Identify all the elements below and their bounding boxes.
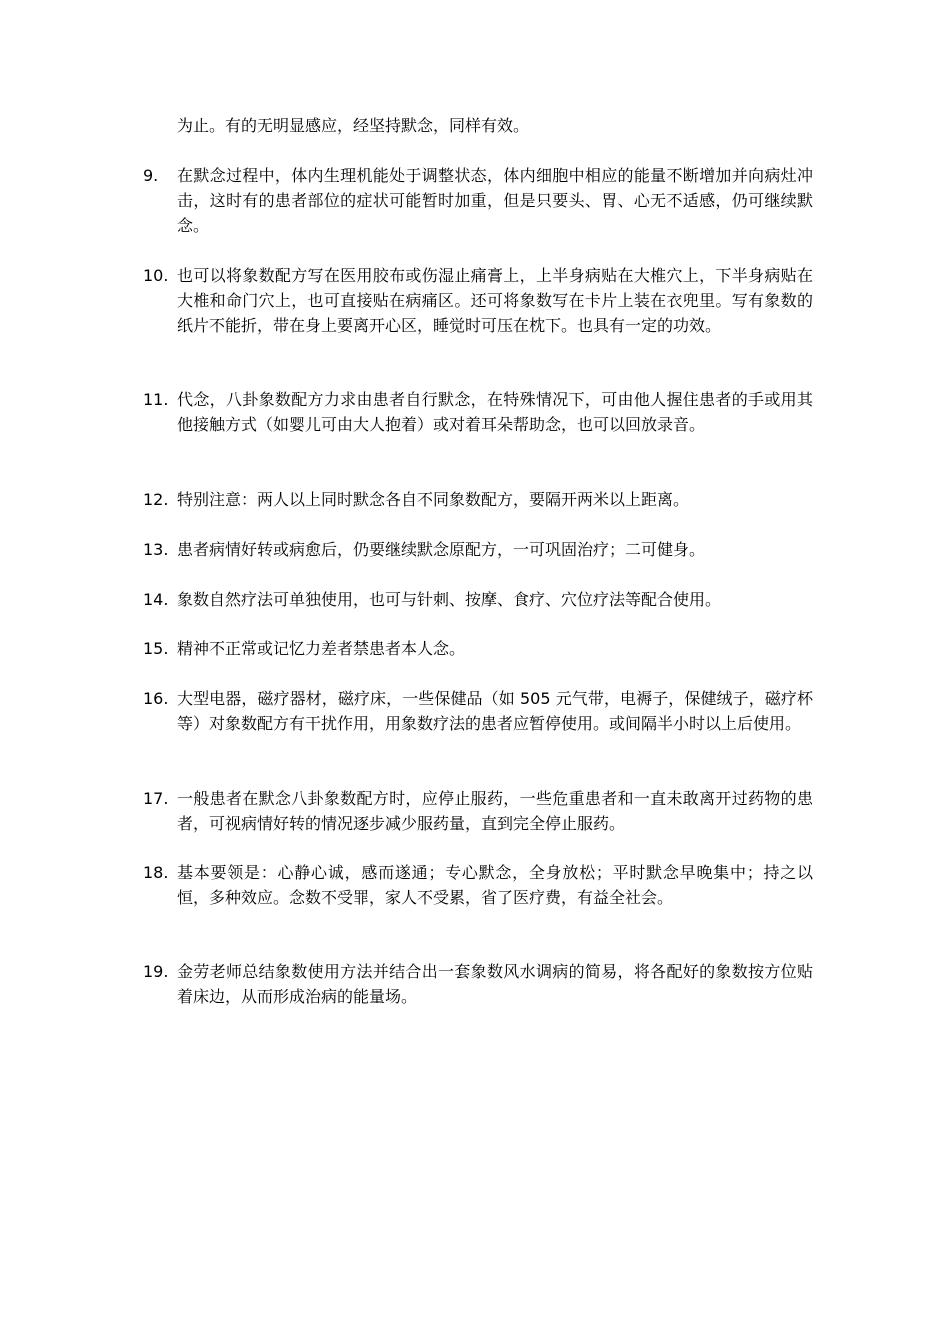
item-number: 10. (143, 266, 169, 285)
item-text: 特别注意：两人以上同时默念各自不同象数配方，要隔开两米以上距离。 (177, 490, 690, 509)
list-item (143, 959, 813, 1009)
item-text: 一般患者在默念八卦象数配方时，应停止服药，一些危重患者和一直未敢离开过药物的患者，可视病情好转的情况逐步减少服药量，直到完全停止服药。 (177, 789, 813, 833)
list-item (143, 636, 813, 661)
item-number: 14. (143, 590, 169, 609)
item-text: 象数自然疗法可单独使用，也可与针刺、按摩、食疗、穴位疗法等配合使用。 (177, 590, 722, 609)
list-item (143, 387, 813, 437)
continuation-paragraph: 为止。有的无明显感应，经坚持默念，同样有效。 (177, 116, 530, 135)
item-text: 精神不正常或记忆力差者禁患者本人念。 (177, 639, 466, 658)
item-number: 16. (143, 689, 169, 708)
item-text: 大型电器，磁疗器材，磁疗床，一些保健品（如 505 元气带，电褥子，保健绒子，磁疗杯等）对象数配方有干扰作用，用象数疗法的患者应暂停使用。或间隔半小时以上后使用。 (177, 689, 813, 733)
item-text: 也可以将象数配方写在医用胶布或伤湿止痛膏上，上半身病贴在大椎穴上，下半身病贴在大椎和命门穴上，也可直接贴在病痛区。还可将象数写在卡片上装在衣兜里。写有象数的纸片不能折，带在身上要离开心区，睡觉时可压在枕下。也具有一定的功效。 (177, 266, 813, 335)
item-number: 19. (143, 962, 169, 981)
item-number: 13. (143, 540, 169, 559)
item-text: 代念，八卦象数配方力求由患者自行默念，在特殊情况下，可由他人握住患者的手或用其他接触方式（如婴儿可由大人抱着）或对着耳朵帮助念，也可以回放录音。 (177, 390, 813, 434)
list-item (143, 786, 813, 836)
item-number: 15. (143, 639, 169, 658)
list-item (143, 686, 813, 736)
list-item (143, 487, 813, 512)
item-text: 患者病情好转或病愈后，仍要继续默念原配方，一可巩固治疗；二可健身。 (177, 540, 706, 559)
item-number: 17. (143, 789, 169, 808)
list-item (143, 537, 813, 562)
list-item (143, 587, 813, 612)
list-item (143, 860, 813, 910)
item-number: 11. (143, 390, 169, 409)
list-item (143, 263, 813, 338)
list-item (143, 163, 813, 238)
item-number: 9. (143, 166, 159, 185)
item-text: 金劳老师总结象数使用方法并结合出一套象数风水调病的简易，将各配好的象数按方位贴着床边，从而形成治病的能量场。 (177, 962, 813, 1006)
item-number: 12. (143, 490, 169, 509)
item-text: 基本要领是：心静心诚，感而遂通；专心默念，全身放松；平时默念早晚集中；持之以恒，多种效应。念数不受罪，家人不受累，省了医疗费，有益全社会。 (177, 863, 813, 907)
item-text: 在默念过程中，体内生理机能处于调整状态，体内细胞中相应的能量不断增加并向病灶冲击，这时有的患者部位的症状可能暂时加重，但是只要头、胃、心无不适感，仍可继续默念。 (177, 166, 813, 235)
item-number: 18. (143, 863, 169, 882)
